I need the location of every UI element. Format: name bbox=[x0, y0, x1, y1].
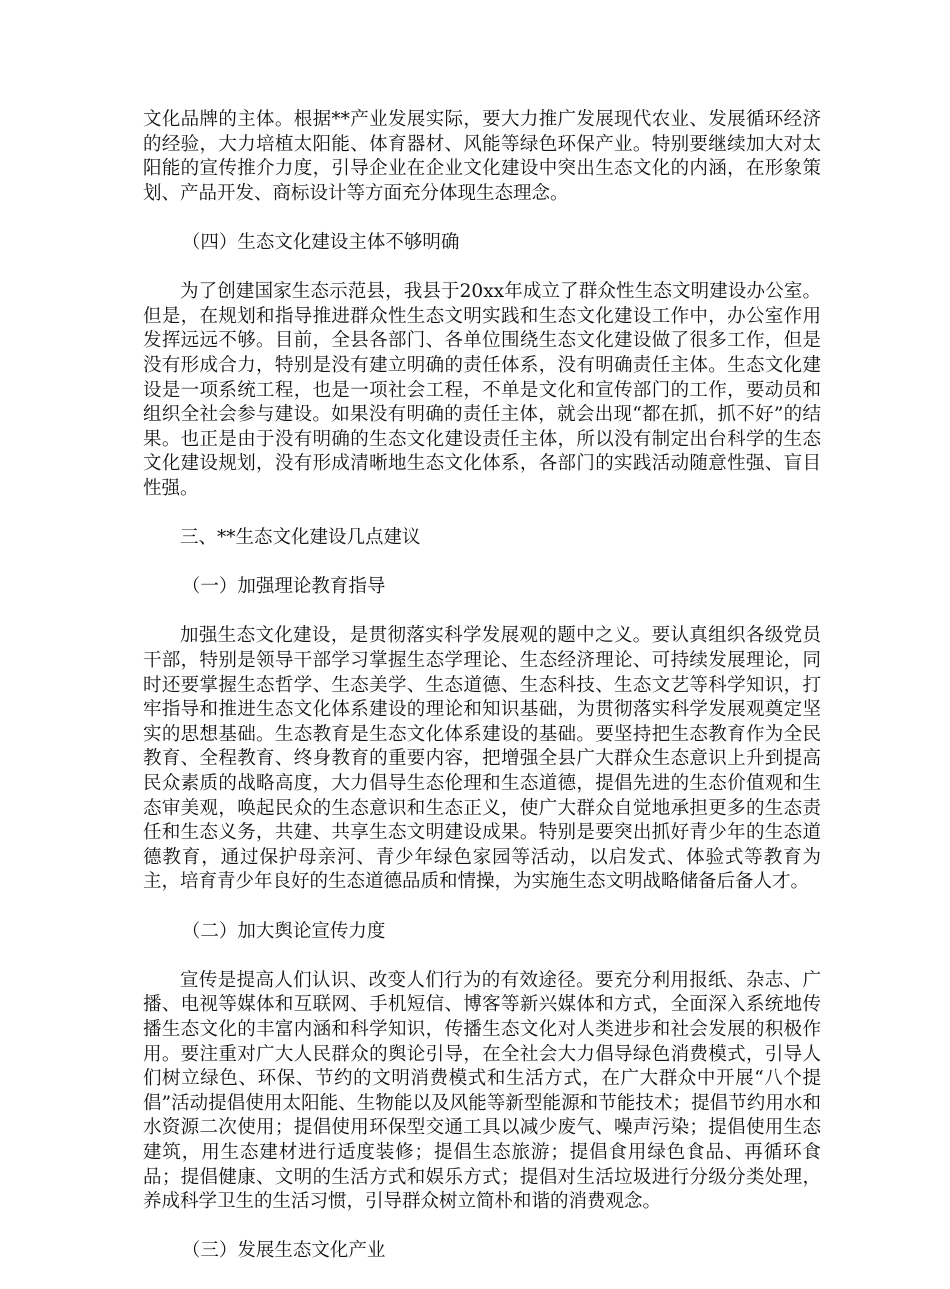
paragraph-theory-education: 加强生态文化建设，是贯彻落实科学发展观的题中之义。要认真组织各级党员干部，特别是领导干部学习掌握生态学理论、生态经济理论、可持续发展理论，同时还要掌握生态哲学、生态美学、生态道德、生态科技、生态文艺等科学知识，打牢指导和推进生态文化体系建设的理论和知识基础，为贯彻落实科学发展观奠定坚实的思想基础。生态教育是生态文化体系建设的基础。要坚持把生态教育作为全民教育、全程教育、终身教育的重要内容，把增强全县广大群众生态意识上升到提高民众素质的战略高度，大力倡导生态伦理和生态道德，提倡先进的生态价值观和生态审美观，唤起民众的生态意识和生态正义，使广大群众自觉地承担更多的生态责任和生态义务，共建、共享生态文明建设成果。特别是要突出抓好青少年的生态道德教育，通过保护母亲河、青少年绿色家园等活动，以启发式、体验式等教育为主，培育青少年良好的生态道德品质和情操，为实施生态文明战略储备后备人才。 bbox=[143, 625, 821, 893]
paragraph-publicity: 宣传是提高人们认识、改变人们行为的有效途径。要充分利用报纸、杂志、广播、电视等媒体和互联网、手机短信、博客等新兴媒体和方式，全面深入系统地传播生态文化的丰富内涵和科学知识，传播生态文化对人类进步和社会发展的积极作用。要注重对广大人民群众的舆论引导，在全社会大力倡导绿色消费模式，引导人们树立绿色、环保、节约的文明消费模式和生活方式，在广大群众中开展“八个提倡”活动提倡使用太阳能、生物能以及风能等新型能源和节能技术；提倡节约用水和水资源二次使用；提倡使用环保型交通工具以减少废气、噪声污染；提倡使用生态建筑，用生态建材进行适度装修；提倡生态旅游；提倡食用绿色食品、再循环食品；提倡健康、文明的生活方式和娱乐方式；提倡对生活垃圾进行分级分类处理，养成科学卫生的生活习惯，引导群众树立简朴和谐的消费观念。 bbox=[143, 969, 821, 1213]
document-page bbox=[143, 108, 821, 1289]
paragraph-subject-unclear: 为了创建国家生态示范县，我县于20xx年成立了群众性生态文明建设办公室。但是，在规划和指导推进群众性生态文明实践和生态文化建设工作中，办公室作用发挥远远不够。目前，全县各部门、各单位围绕生态文化建设做了很多工作，但是没有形成合力，特别是没有建立明确的责任体系，没有明确责任主体。生态文化建设是一项系统工程，也是一项社会工程，不单是文化和宣传部门的工作，要动员和组织全社会参与建设。如果没有明确的责任主体，就会出现“都在抓，抓不好”的结果。也正是由于没有明确的生态文化建设责任主体，所以没有制定出台科学的生态文化建设规划，没有形成清晰地生态文化体系，各部门的实践活动随意性强、盲目性强。 bbox=[143, 281, 821, 499]
subheading-subject-unclear: （四）生态文化建设主体不够明确 bbox=[181, 231, 460, 253]
subheading-eco-industry: （三）发展生态文化产业 bbox=[181, 1240, 386, 1262]
subheading-theory-education: （一）加强理论教育指导 bbox=[181, 576, 386, 598]
subheading-publicity: （二）加大舆论宣传力度 bbox=[181, 920, 386, 942]
section-heading-suggestions: 三、**生态文化建设几点建议 bbox=[180, 527, 421, 549]
paragraph-brand-subject: 文化品牌的主体。根据**产业发展实际，要大力推广发展现代农业、发展循环经济的经验，大力培植太阳能、体育器材、风能等绿色环保产业。特别要继续加大对太阳能的宣传推介力度，引导企业在企业文化建设中突出生态文化的内涵，在形象策划、产品开发、商标设计等方面充分体现生态理念。 bbox=[143, 109, 821, 204]
